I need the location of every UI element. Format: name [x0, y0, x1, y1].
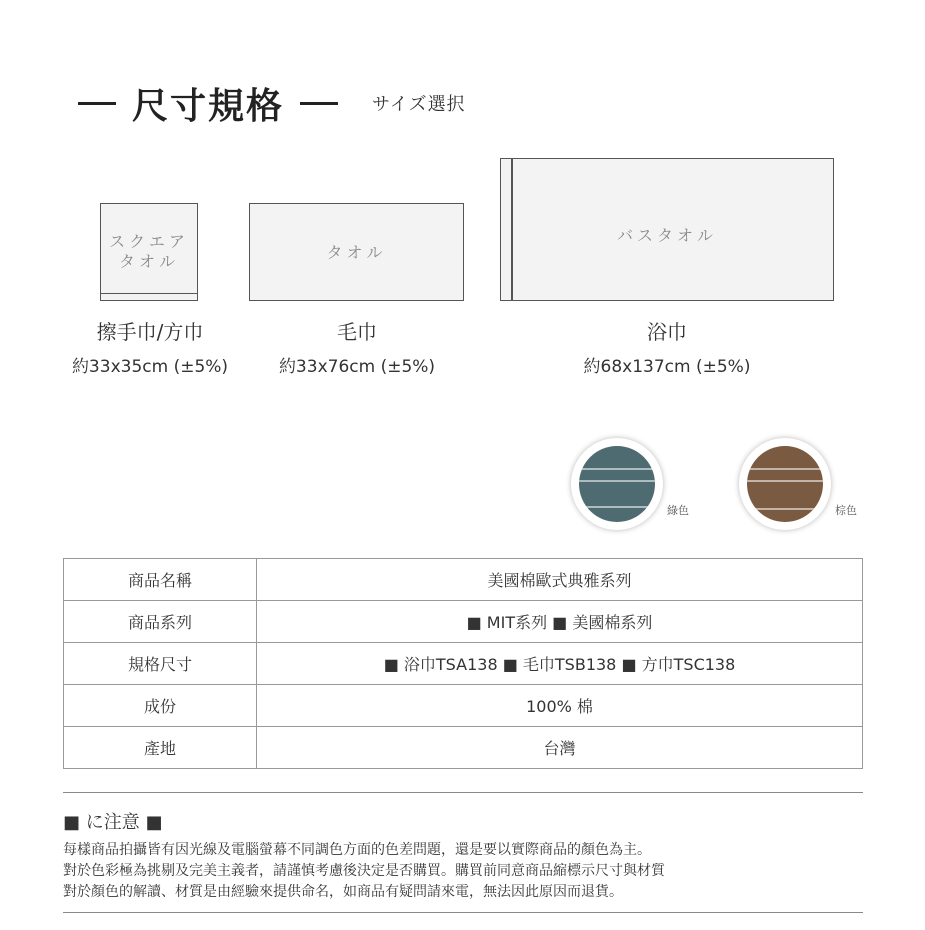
title-dash-right: [300, 102, 338, 105]
spec-value: 美國棉歐式典雅系列: [257, 559, 863, 601]
spec-key: 成份: [64, 685, 257, 727]
notice-line: 對於色彩極為挑剔及完美主義者，請謹慎考慮後決定是否購買。購買前同意商品縮標示尺寸與材質: [63, 863, 665, 879]
color-label-green: 綠色: [667, 504, 689, 517]
size-dimensions-bath-towel: 約68x137cm (±5%): [583, 357, 751, 377]
color-label-brown: 棕色: [835, 504, 857, 517]
size-dimensions-towel: 約33x76cm (±5%): [278, 357, 436, 377]
table-row: [64, 601, 863, 643]
notice-divider-top: [63, 792, 863, 793]
page-subtitle: サイズ選択: [372, 94, 466, 115]
size-name-square-towel: 擦手巾/方巾: [96, 320, 204, 344]
spec-key: 產地: [64, 727, 257, 769]
spec-key: 商品系列: [64, 601, 257, 643]
swatch-fold-line: [101, 293, 197, 295]
size-dimensions-square-towel: 約33x35cm (±5%): [71, 357, 229, 377]
page-title: 尺寸規格: [132, 84, 285, 127]
bath-towel-swatch-label: バスタオル: [616, 226, 717, 245]
size-name-bath-towel: 浴巾: [647, 320, 687, 344]
table-row: [64, 727, 863, 769]
brown-fabric-sample: [747, 446, 823, 522]
towel-swatch-label: タオル: [326, 243, 387, 262]
section-header: [78, 78, 466, 128]
notice-line: 對於顏色的解讀、材質是由經驗來提供命名，如商品有疑問請來電，無法因此原因而退貨。: [63, 884, 623, 900]
spec-value: ■ MIT系列 ■ 美國棉系列: [257, 601, 863, 643]
swatch-label-line-1: スクエア: [109, 232, 189, 251]
notice-body: [63, 840, 665, 903]
table-row: [64, 643, 863, 685]
green-fabric-sample: [579, 446, 655, 522]
spec-key: 商品名稱: [64, 559, 257, 601]
spec-key: 規格尺寸: [64, 643, 257, 685]
spec-value: 台灣: [257, 727, 863, 769]
color-swatch-green[interactable]: [571, 438, 663, 530]
spec-value: ■ 浴巾TSA138 ■ 毛巾TSB138 ■ 方巾TSC138: [257, 643, 863, 685]
spec-table: [63, 558, 863, 769]
notice-title: ■ に注意 ■: [63, 812, 163, 833]
color-swatch-brown[interactable]: [739, 438, 831, 530]
notice-line: 每樣商品拍攝皆有因光線及電腦螢幕不同調色方面的色差問題，還是要以實際商品的顏色為主。: [63, 842, 651, 858]
spec-value: 100% 棉: [257, 685, 863, 727]
notice-divider-bottom: [63, 912, 863, 913]
title-dash-left: [78, 102, 116, 105]
swatch-label-line-2: タオル: [118, 252, 179, 271]
table-row: [64, 559, 863, 601]
size-name-towel: 毛巾: [337, 320, 377, 344]
square-towel-swatch-label: [100, 232, 198, 272]
table-row: [64, 685, 863, 727]
